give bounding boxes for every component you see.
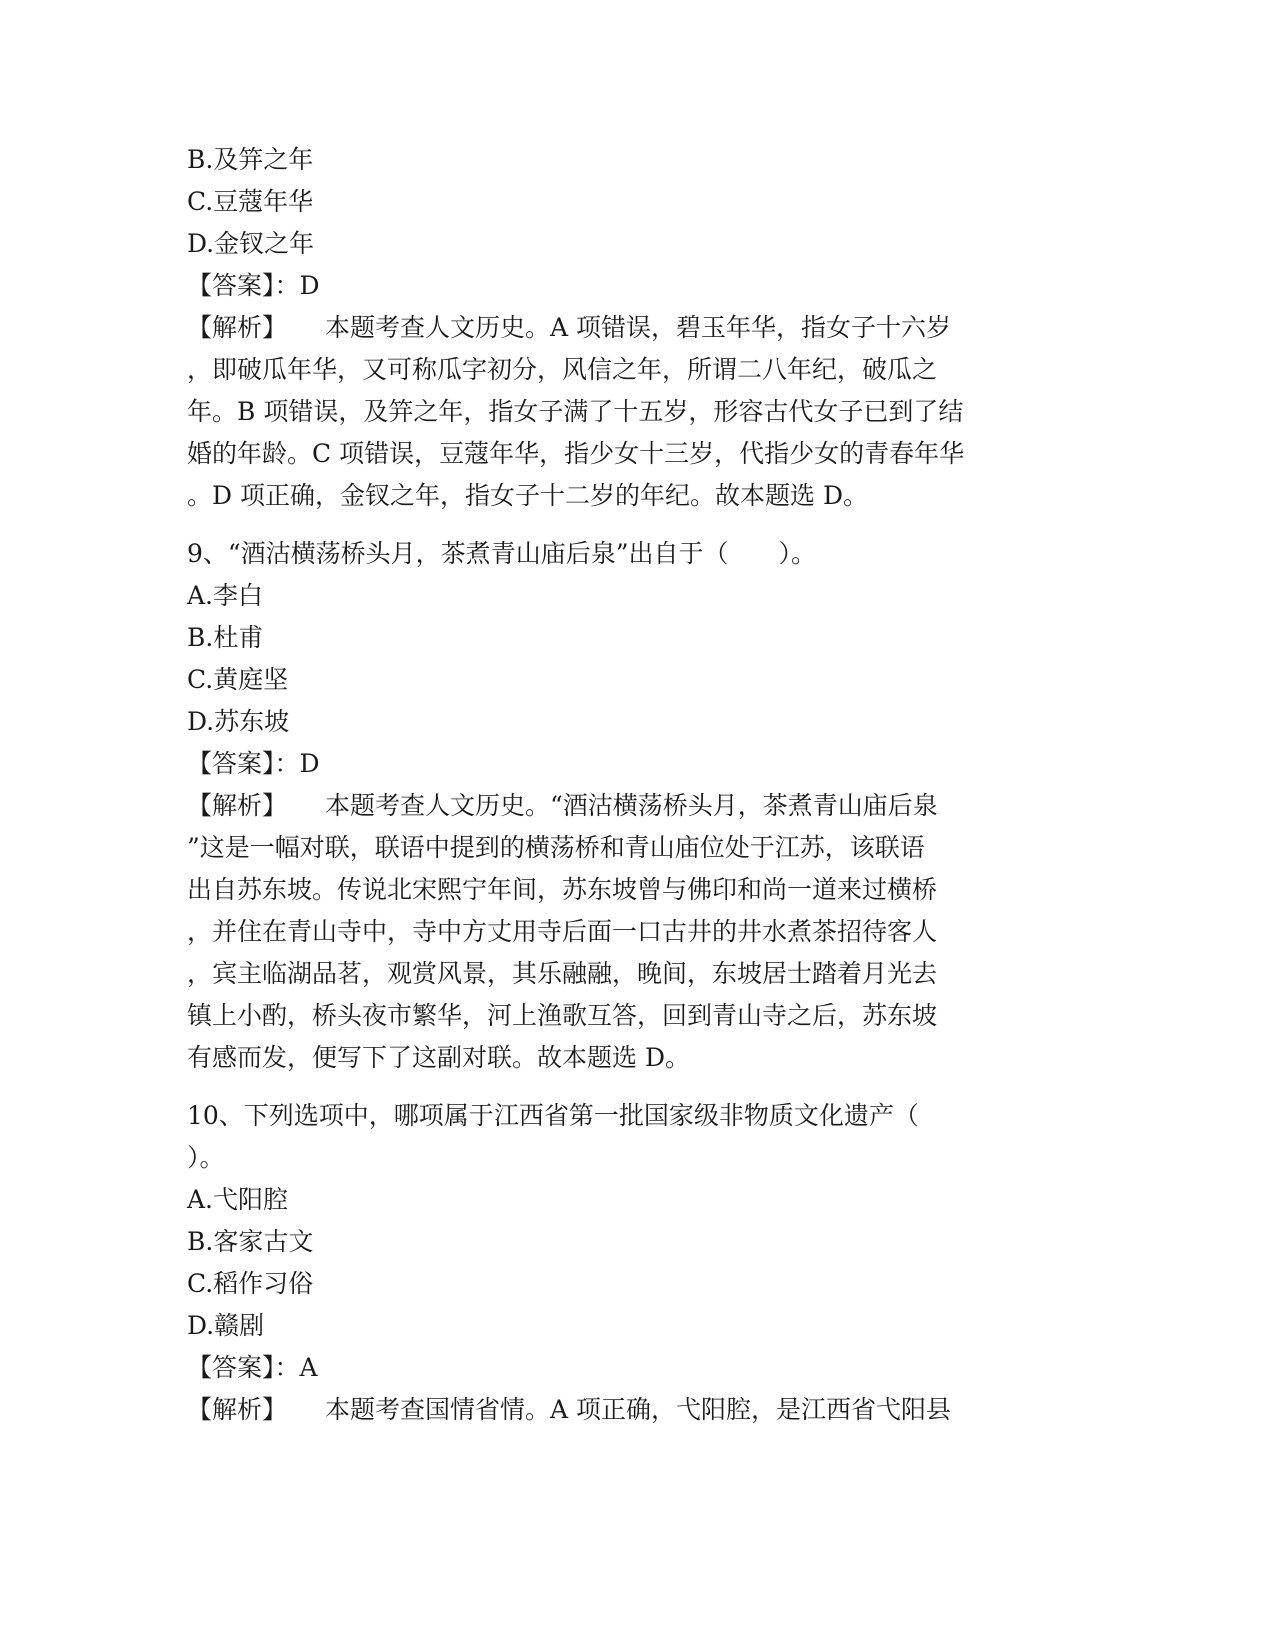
q9-analysis-line-2: ”这是一幅对联，联语中提到的横荡桥和青山庙位处于江苏，该联语 bbox=[187, 833, 925, 862]
q9-analysis-text: 本题考查人文历史。“酒沽横荡桥头月，茶煮青山庙后泉 bbox=[325, 791, 938, 820]
q8-analysis-line-3: 年。B 项错误，及笄之年，指女子满了十五岁，形容古代女子已到了结 bbox=[187, 397, 964, 426]
q10-analysis-text: 本题考查国情省情。A 项正确，弋阳腔，是江西省弋阳县 bbox=[325, 1395, 952, 1424]
q8-analysis-text: 本题考查人文历史。A 项错误，碧玉年华，指女子十六岁 bbox=[325, 313, 952, 342]
q8-answer-value: ：D bbox=[274, 271, 320, 300]
q8-analysis-line-5: 。D 项正确，金钗之年，指女子十二岁的年纪。故本题选 D。 bbox=[187, 481, 868, 510]
q9-option-b: B.杜甫 bbox=[187, 623, 264, 652]
q9-analysis-line-6: 镇上小酌，桥头夜市繁华，河上渔歌互答，回到青山寺之后，苏东坡 bbox=[187, 1001, 938, 1030]
q9-analysis-line-3: 出自苏东坡。传说北宋熙宁年间，苏东坡曾与佛印和尚一道来过横桥 bbox=[187, 875, 938, 904]
q9-analysis-line-4: ，并住在青山寺中，寺中方丈用寺后面一口古井的井水煮茶招待客人 bbox=[187, 917, 938, 946]
q8-analysis-label: 【解析】 bbox=[187, 313, 288, 342]
q8-analysis-line-4: 婚的年龄。C 项错误，豆蔻年华，指少女十三岁，代指少女的青春年华 bbox=[187, 439, 965, 468]
q9-analysis-line-1 bbox=[187, 791, 938, 821]
q10-question-line-1: 10、下列选项中，哪项属于江西省第一批国家级非物质文化遗产（ bbox=[187, 1101, 919, 1130]
q9-option-d: D.苏东坡 bbox=[187, 707, 290, 736]
q8-option-c: C.豆蔻年华 bbox=[187, 187, 314, 216]
q8-answer-label: 【答案】 bbox=[187, 271, 275, 300]
q10-answer bbox=[187, 1353, 318, 1383]
q9-option-c: C.黄庭坚 bbox=[187, 665, 289, 694]
q10-analysis-label: 【解析】 bbox=[187, 1395, 288, 1424]
q8-analysis-line-1 bbox=[187, 313, 951, 343]
q10-option-a: A.弋阳腔 bbox=[187, 1185, 289, 1214]
q9-option-a: A.李白 bbox=[187, 581, 264, 610]
q9-analysis-line-5: ，宾主临湖品茗，观赏风景，其乐融融，晚间，东坡居士踏着月光去 bbox=[187, 959, 938, 988]
q8-option-d: D.金钗之年 bbox=[187, 229, 315, 258]
q9-answer-value: ：D bbox=[274, 749, 320, 778]
q8-answer bbox=[187, 271, 320, 301]
q9-answer bbox=[187, 749, 320, 779]
q9-question: 9、“酒沽横荡桥头月，茶煮青山庙后泉”出自于（ ）。 bbox=[187, 539, 816, 568]
q10-option-c: C.稻作习俗 bbox=[187, 1269, 314, 1298]
q10-option-d: D.赣剧 bbox=[187, 1311, 265, 1340]
q8-analysis-line-2: ，即破瓜年华，又可称瓜字初分，风信之年，所谓二八年纪，破瓜之 bbox=[187, 355, 938, 384]
q8-option-b: B.及笄之年 bbox=[187, 145, 314, 174]
q10-answer-value: ：A bbox=[274, 1353, 318, 1382]
q10-analysis-line-1 bbox=[187, 1395, 951, 1425]
q9-answer-label: 【答案】 bbox=[187, 749, 275, 778]
q9-analysis-line-7: 有感而发，便写下了这副对联。故本题选 D。 bbox=[187, 1043, 690, 1072]
q9-analysis-label: 【解析】 bbox=[187, 791, 288, 820]
q10-answer-label: 【答案】 bbox=[187, 1353, 275, 1382]
q10-question-line-2: ）。 bbox=[187, 1143, 225, 1172]
q10-option-b: B.客家古文 bbox=[187, 1227, 314, 1256]
